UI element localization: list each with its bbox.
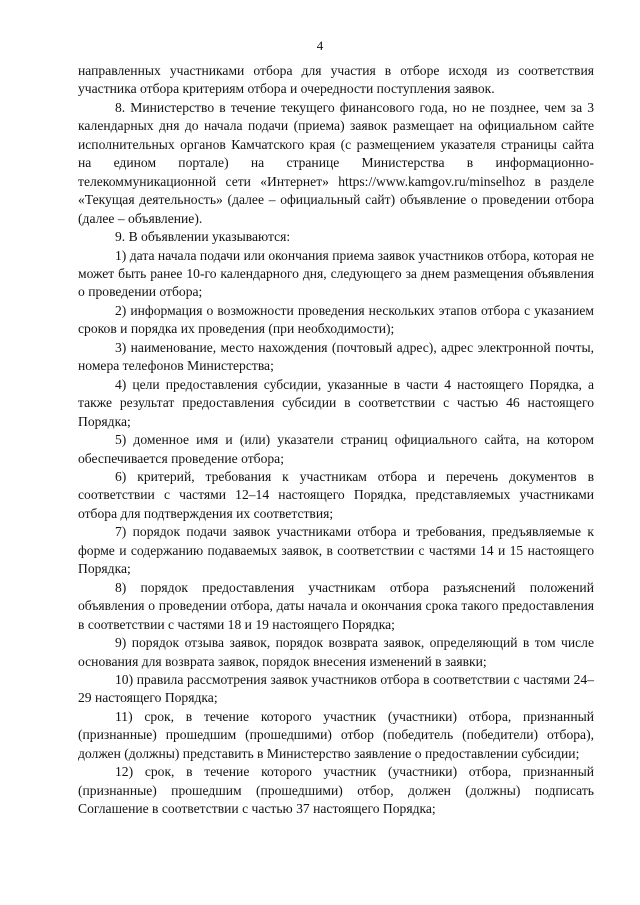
paragraph: 7) порядок подачи заявок участниками отбора и требования, предъявляемые к форме и содержанию подаваемых заявок, в соответствии с частями 14 и 15 настоящего Порядка; bbox=[78, 524, 594, 577]
paragraph: 9) порядок отзыва заявок, порядок возврата заявок, определяющий в том числе основания для возврата заявок, порядок внесения изменений в заявки; bbox=[78, 635, 594, 669]
paragraph: 4) цели предоставления субсидии, указанные в части 4 настоящего Порядка, а также результат предоставления субсидии в соответствии с частью 46 настоящего Порядка; bbox=[78, 376, 594, 429]
paragraph: 5) доменное имя и (или) указатели страниц официального сайта, на котором обеспечивается проведение отбора; bbox=[78, 432, 594, 466]
paragraph: 8. Министерство в течение текущего финансового года, но не позднее, чем за 3 календарных дня до начала подачи (приема) заявок размещает на официальном сайте исполнительных органов Камчатского края (с размещением указателя страницы сайта на едином портале) на странице Министерства в информационно-телекоммуникационной сети «Интернет» https://www.kamgov.ru/minselhoz в разделе «Текущая деятельность» (далее – официальный сайт) объявление о проведении отбора (далее – объявление). bbox=[78, 99, 594, 226]
paragraph: 1) дата начала подачи или окончания приема заявок участников отбора, которая не может быть ранее 10-го календарного дня, следующего за днем размещения объявления о проведении отбора; bbox=[78, 247, 594, 300]
paragraph: 6) критерий, требования к участникам отбора и перечень документов в соответствии с частями 12–14 настоящего Порядка, представляемых участниками отбора для подтверждения их соответствия; bbox=[78, 468, 594, 521]
paragraph: направленных участниками отбора для участия в отборе исходя из соответствия участника отбора критериям отбора и очередности поступления заявок. bbox=[78, 63, 594, 97]
paragraph: 11) срок, в течение которого участник (участники) отбора, признанный (признанные) прошедшим (прошедшими) отбор (победитель (победители) отбора), должен (должны) представить в Министерство заявление о предоставлении субсидии; bbox=[78, 708, 594, 761]
document-body bbox=[78, 62, 594, 819]
paragraph: 9. В объявлении указываются: bbox=[115, 229, 291, 245]
paragraph: 12) срок, в течение которого участник (участники) отбора, признанный (признанные) прошедшим (прошедшими) отбор, должен (должны) подписать Соглашение в соответствии с частью 37 настоящего Порядка; bbox=[78, 764, 594, 817]
paragraph: 3) наименование, место нахождения (почтовый адрес), адрес электронной почты, номера телефонов Министерства; bbox=[78, 339, 594, 374]
paragraph: 10) правила рассмотрения заявок участников отбора в соответствии с частями 24–29 настоящего Порядка; bbox=[78, 671, 594, 706]
page-number: 4 bbox=[316, 38, 324, 53]
paragraph: 2) информация о возможности проведения нескольких этапов отбора с указанием сроков и порядка их проведения (при необходимости); bbox=[78, 302, 594, 337]
paragraph: 8) порядок предоставления участникам отбора разъяснений положений объявления о проведении отбора, даты начала и окончания срока такого предоставления в соответствии с частями 18 и 19 настоящего Порядка; bbox=[78, 579, 594, 632]
